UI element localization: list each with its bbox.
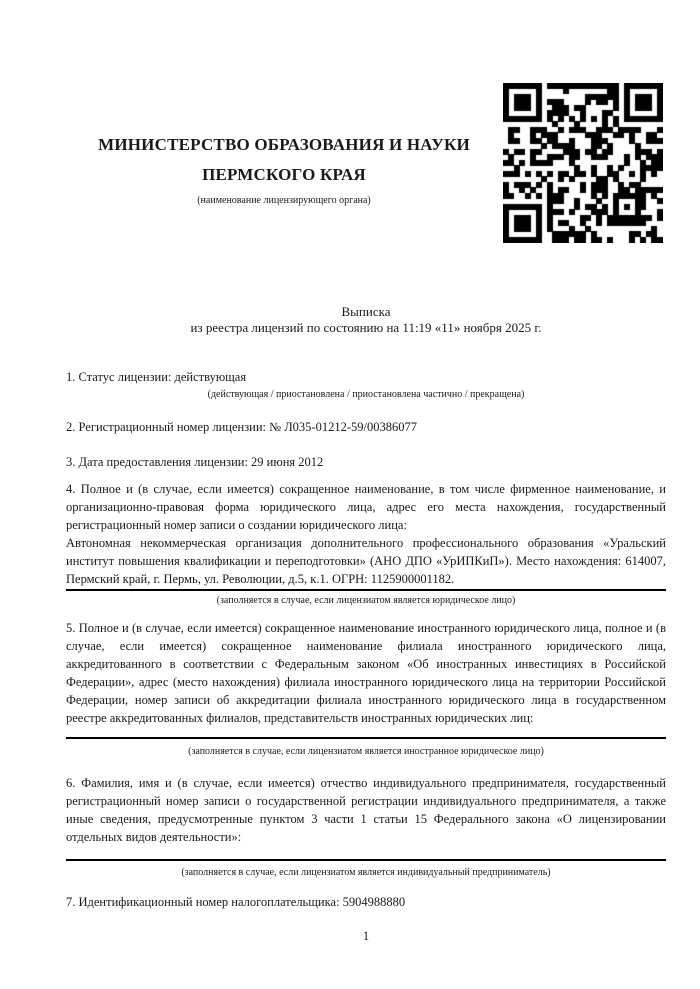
license-registration-number-line: 2. Регистрационный номер лицензии: № Л035-01212-59/00386077 <box>66 420 417 434</box>
fill-line <box>66 737 666 739</box>
ministry-name-line1: МИНИСТЕРСТВО ОБРАЗОВАНИЯ И НАУКИ <box>98 135 470 154</box>
licensing-authority-block <box>66 130 502 207</box>
fill-line <box>66 859 666 861</box>
legal-entity-section-label: 4. Полное и (в случае, если имеется) сокращенное наименование, в том числе фирменное наименование, и организационно-правовая форма юридического лица, адрес его места нахождения, государственный регистрационный номер записи о создании юридического лица: <box>66 482 666 532</box>
license-status-options-caption: (действующая / приостановлена / приостановлена частично / прекращена) <box>207 389 525 400</box>
document-body <box>66 304 666 945</box>
foreign-entity-section-label: 5. Полное и (в случае, если имеется) сокращенное наименование иностранного юридического лица, полное и (в случае, если имеется) сокращенное наименование филиала иностранного юридического лица, аккредитованного в соответствии с Федеральным законом «Об иностранных инвестициях в Российской Федерации», адрес (место нахождения) филиала иностранного юридического лица на территории Российской Федерации, номер записи об аккредитации филиала иностранного юридического лица в государственном реестре аккредитованных филиалов, представительств иностранных юридических лиц: <box>66 621 666 725</box>
individual-entrepreneur-section-label: 6. Фамилия, имя и (в случае, если имеется) отчество индивидуального предпринимателя, государственный регистрационный номер записи о государственной регистрации индивидуального предпринимателя, а также иные сведения, предусмотренные пунктом 3 части 1 статьи 15 Федерального закона «О лицензировании отдельных видов деятельности»: <box>66 776 666 844</box>
legal-entity-caption: (заполняется в случае, если лицензиатом является юридическое лицо) <box>216 595 516 606</box>
fill-line <box>66 589 666 591</box>
document-title: Выписка <box>341 304 391 319</box>
ministry-name-line2: ПЕРМСКОГО КРАЯ <box>202 165 366 184</box>
licensing-authority-caption: (наименование лицензирующего органа) <box>197 195 371 206</box>
legal-entity-value: Автономная некоммерческая организация дополнительного профессионального образования «Уральский институт повышения квалификации и переподготовки» (АНО ДПО «УрИПКиП»). Место нахождения: 614007, Пермский край, г. Пермь, ул. Революции, д.5, к.1. ОГРН: 1125900001182. <box>66 536 666 586</box>
document-subtitle: из реестра лицензий по состоянию на 11:19 «11» ноября 2025 г. <box>190 320 542 335</box>
license-status-line: 1. Статус лицензии: действующая <box>66 370 247 384</box>
taxpayer-id-line: 7. Идентификационный номер налогоплательщика: 5904988880 <box>66 895 406 909</box>
license-grant-date-line: 3. Дата предоставления лицензии: 29 июня 2012 <box>66 455 324 469</box>
foreign-entity-caption: (заполняется в случае, если лицензиатом является иностранное юридическое лицо) <box>188 746 544 757</box>
individual-entrepreneur-caption: (заполняется в случае, если лицензиатом является индивидуальный предприниматель) <box>181 867 551 878</box>
qr-code <box>503 83 663 243</box>
page-number: 1 <box>362 929 370 943</box>
